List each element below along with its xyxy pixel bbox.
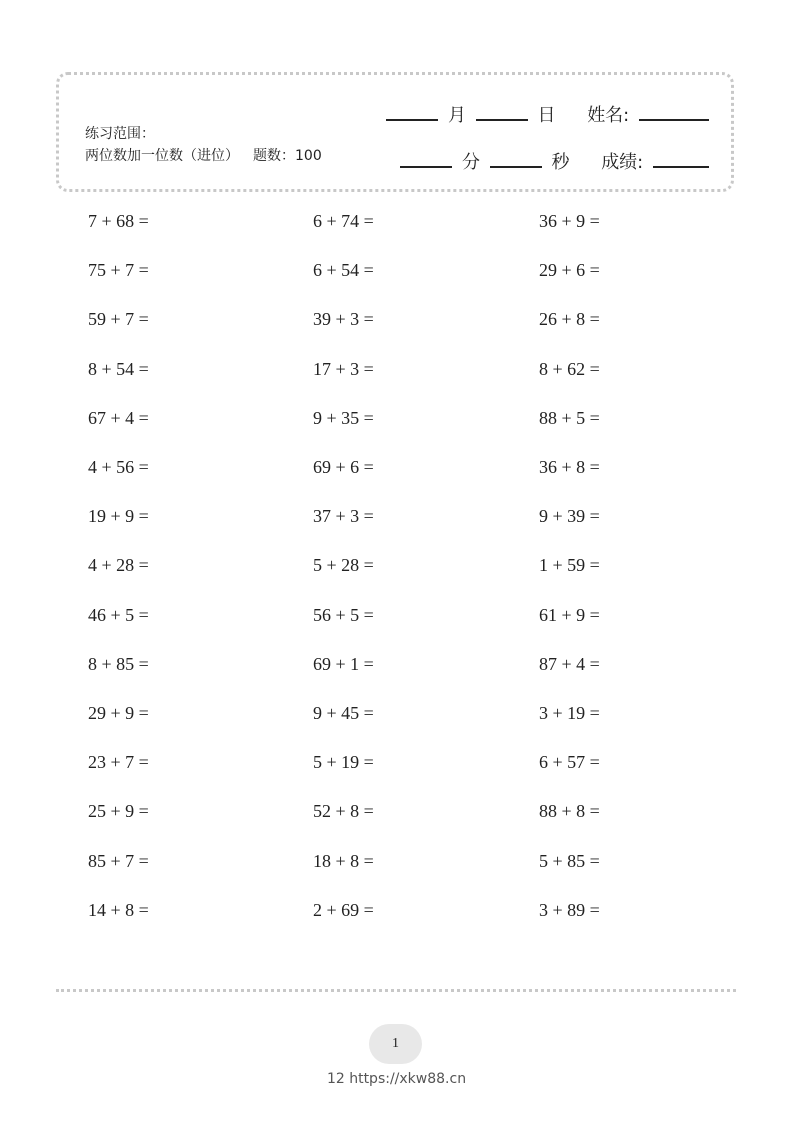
problem-item: 3 + 19 = xyxy=(539,703,600,723)
problem-item: 9 + 35 = xyxy=(313,407,374,428)
problem-item: 69 + 1 = xyxy=(313,653,374,674)
problem-item: 1 + 59 = xyxy=(539,555,600,576)
problem-count: 题数：100 xyxy=(253,148,322,164)
range-desc-text: 两位数加一位数（进位） xyxy=(85,148,239,164)
problem-item: 5 + 19 = xyxy=(313,752,374,773)
problem-item: 69 + 6 = xyxy=(313,457,374,477)
source-url: 12 https://xkw88.cn xyxy=(326,1071,467,1087)
problem-item: 6 + 57 = xyxy=(539,752,600,773)
problem-item: 46 + 5 = xyxy=(88,604,149,625)
problem-item: 88 + 8 = xyxy=(539,801,600,822)
problem-item: 52 + 8 = xyxy=(313,801,374,822)
problem-item: 87 + 4 = xyxy=(539,653,600,674)
month-label: 月 xyxy=(447,105,466,126)
problem-item: 4 + 56 = xyxy=(88,457,149,477)
problem-item: 9 + 45 = xyxy=(313,703,374,723)
problem-item: 4 + 28 = xyxy=(88,555,149,576)
problem-item: 14 + 8 = xyxy=(88,899,149,920)
minute-label: 分 xyxy=(461,152,480,173)
problem-item: 26 + 8 = xyxy=(539,309,600,330)
problem-item: 6 + 74 = xyxy=(313,211,374,231)
problem-item: 2 + 69 = xyxy=(313,899,374,920)
problem-item: 75 + 7 = xyxy=(88,260,149,281)
problem-item: 5 + 85 = xyxy=(539,850,600,871)
problem-item: 37 + 3 = xyxy=(313,506,374,527)
range-description xyxy=(85,145,322,165)
problem-item: 8 + 85 = xyxy=(88,653,149,674)
score-blank[interactable] xyxy=(653,165,709,168)
time-score-row xyxy=(400,148,709,174)
problem-item: 29 + 9 = xyxy=(88,703,149,723)
problem-item: 5 + 28 = xyxy=(313,555,374,576)
problem-item: 23 + 7 = xyxy=(88,752,149,773)
problem-item: 88 + 5 = xyxy=(539,407,600,428)
problem-item: 17 + 3 = xyxy=(313,358,374,379)
range-label: 练习范围： xyxy=(85,126,155,142)
problem-item: 56 + 5 = xyxy=(313,604,374,625)
problem-item: 85 + 7 = xyxy=(88,850,149,871)
day-blank[interactable] xyxy=(476,118,528,121)
minute-blank[interactable] xyxy=(400,165,452,168)
problem-item: 18 + 8 = xyxy=(313,850,374,871)
problem-item: 25 + 9 = xyxy=(88,801,149,822)
problem-item: 67 + 4 = xyxy=(88,407,149,428)
day-label: 日 xyxy=(537,105,556,126)
problem-item: 29 + 6 = xyxy=(539,260,600,281)
problem-item: 36 + 9 = xyxy=(539,211,600,231)
problem-item: 39 + 3 = xyxy=(313,309,374,330)
month-blank[interactable] xyxy=(386,118,438,121)
name-label: 姓名: xyxy=(587,105,630,126)
name-blank[interactable] xyxy=(639,118,709,121)
problem-item: 59 + 7 = xyxy=(88,309,149,330)
worksheet-header xyxy=(56,72,734,192)
problem-item: 8 + 62 = xyxy=(539,358,600,379)
date-name-row xyxy=(386,101,709,127)
footer-divider xyxy=(56,989,736,992)
page-number: 1 xyxy=(369,1024,422,1064)
problem-item: 8 + 54 = xyxy=(88,358,149,379)
problem-item: 19 + 9 = xyxy=(88,506,149,527)
problem-item: 6 + 54 = xyxy=(313,260,374,281)
second-blank[interactable] xyxy=(490,165,542,168)
problem-item: 7 + 68 = xyxy=(88,211,149,231)
problem-item: 9 + 39 = xyxy=(539,506,600,527)
problem-item: 61 + 9 = xyxy=(539,604,600,625)
score-label: 成绩: xyxy=(601,152,644,173)
second-label: 秒 xyxy=(551,152,570,173)
problem-item: 36 + 8 = xyxy=(539,457,600,477)
problem-item: 3 + 89 = xyxy=(539,899,600,920)
